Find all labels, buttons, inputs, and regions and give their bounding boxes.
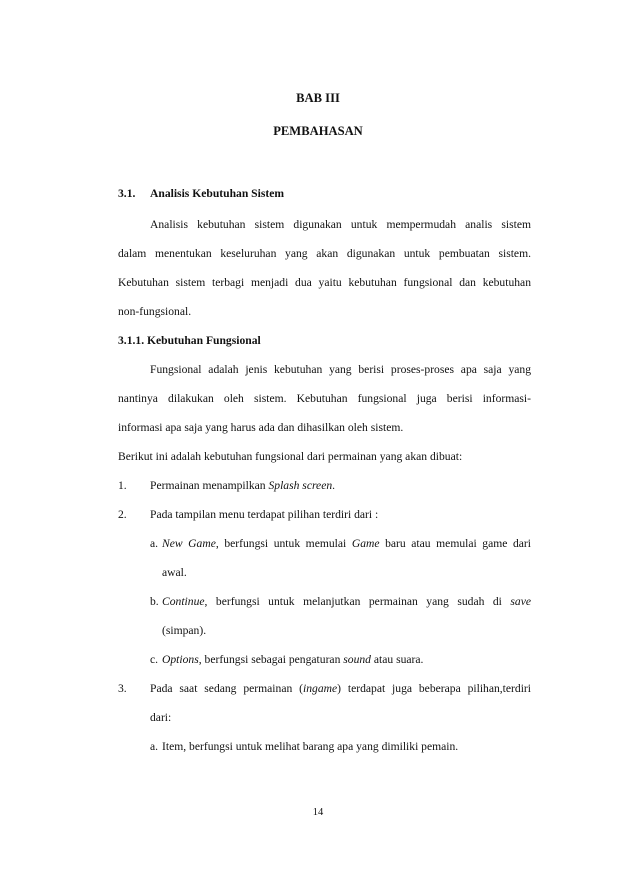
sublist-letter: c. (150, 653, 159, 666)
section-heading: Analisis Kebutuhan Sistem (150, 187, 285, 200)
sublist-text: atau suara. (370, 653, 424, 666)
list-number: 1. (118, 479, 127, 492)
sublist-item (162, 653, 423, 667)
paragraph-line: Analisis kebutuhan sistem digunakan untuk mempermudah analis sistem (150, 218, 531, 231)
chapter-label: BAB III (296, 91, 340, 105)
sublist-item: Item, berfungsi untuk melihat barang apa yang dimiliki pemain. (162, 740, 459, 753)
sublist-emphasis: Options (162, 653, 199, 666)
list-item-emphasis: ingame (303, 682, 338, 695)
sublist-text: baru atau memulai game dari (379, 537, 531, 550)
sublist-emphasis: New Game (162, 537, 216, 550)
sublist-text: , berfungsi untuk memulai (215, 537, 352, 550)
sublist-emphasis: Game (351, 537, 380, 550)
list-item: Pada tampilan menu terdapat pilihan terdiri dari : (150, 508, 379, 521)
sublist-letter: a. (150, 537, 159, 550)
page-number: 14 (312, 807, 324, 818)
sublist-emphasis: sound (343, 653, 371, 666)
paragraph-line: Kebutuhan sistem terbagi menjadi dua yaitu kebutuhan fungsional dan kebutuhan (118, 276, 531, 289)
sublist-item (162, 537, 531, 551)
list-item-text: . (332, 479, 336, 492)
sublist-continuation: awal. (162, 566, 187, 579)
list-item (150, 479, 335, 493)
list-number: 2. (118, 508, 127, 521)
sublist-letter: a. (150, 740, 159, 753)
list-item-text: Permainan menampilkan (150, 479, 269, 492)
list-item-text: ) terdapat juga beberapa pilihan,terdiri (337, 682, 532, 695)
list-item (150, 682, 531, 696)
paragraph-line: non-fungsional. (118, 305, 192, 318)
sublist-text: , berfungsi untuk melanjutkan permainan yang sudah di (204, 595, 511, 608)
chapter-title: PEMBAHASAN (273, 124, 363, 138)
list-item-emphasis: Splash screen (268, 479, 333, 492)
intro-line: Berikut ini adalah kebutuhan fungsional dari permainan yang akan dibuat: (118, 450, 463, 463)
list-number: 3. (118, 682, 127, 695)
sublist-item (162, 595, 531, 609)
list-continuation: dari: (150, 711, 172, 724)
sublist-text: , berfungsi sebagai pengaturan (198, 653, 344, 666)
paragraph-line: dalam menentukan keseluruhan yang akan digunakan untuk pembuatan sistem. (118, 247, 531, 260)
paragraph-line: nantinya dilakukan oleh sistem. Kebutuhan fungsional juga berisi informasi- (118, 392, 531, 405)
sublist-emphasis: save (510, 595, 531, 608)
paragraph-line: Fungsional adalah jenis kebutuhan yang berisi proses-proses apa saja yang (150, 363, 531, 376)
sublist-letter: b. (150, 595, 159, 608)
section-number: 3.1. (118, 187, 136, 200)
subsection-heading: 3.1.1. Kebutuhan Fungsional (118, 334, 261, 347)
sublist-continuation: (simpan). (162, 624, 207, 637)
list-item-text: Pada saat sedang permainan ( (150, 682, 303, 695)
paragraph-line: informasi apa saja yang harus ada dan dihasilkan oleh sistem. (118, 421, 404, 434)
sublist-emphasis: Continue (162, 595, 205, 608)
